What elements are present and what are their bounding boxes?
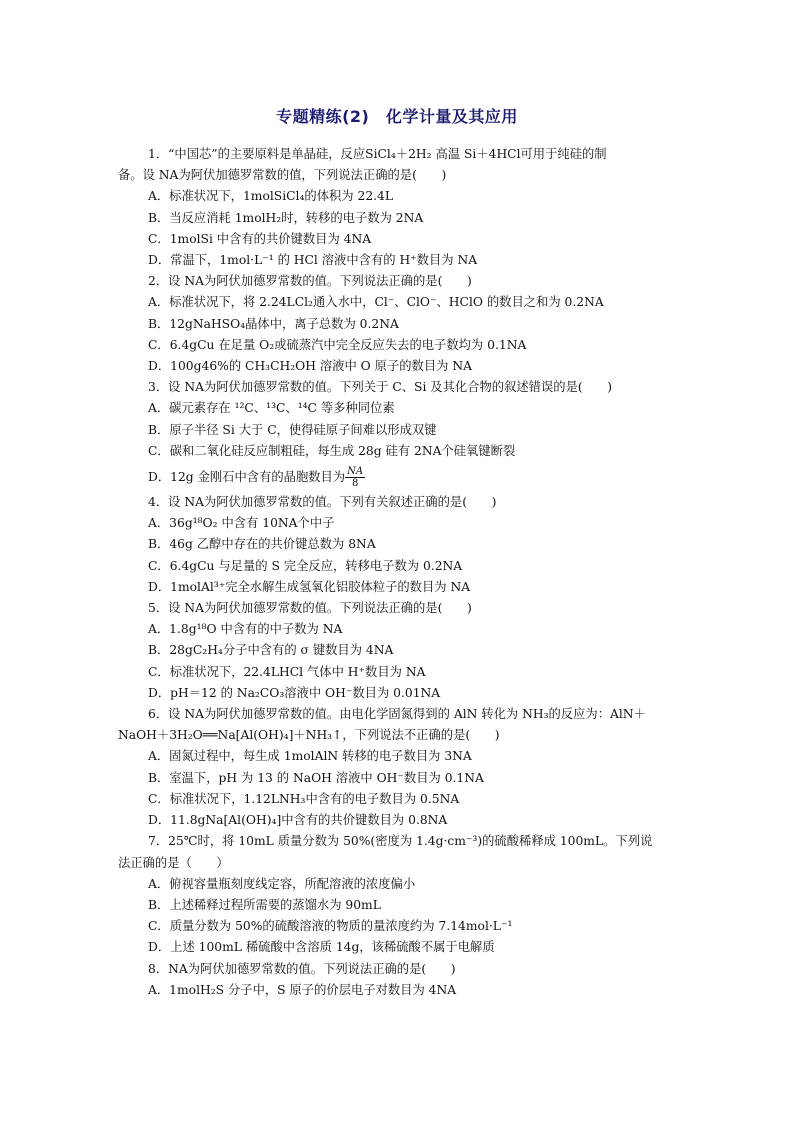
- question-3-option-d: [118, 462, 684, 492]
- question-6-option-d: D．11.8gNa[Al(OH)₄]中含有的共价键数目为 0.8NA: [148, 813, 448, 828]
- question-6-stem: 6．设 NA为阿伏加德罗常数的值。由电化学固氮得到的 AlN 转化为 NH₃的反应为：AlN＋: [148, 707, 646, 722]
- question-1-option-d: D．常温下，1mol·L⁻¹ 的 HCl 溶液中含有的 H⁺数目为 NA: [148, 253, 478, 268]
- question-7-option-d: D．上述 100mL 稀硫酸中含溶质 14g，该稀硫酸不属于电解质: [148, 940, 495, 955]
- question-6-option-b: B．室温下，pH 为 13 的 NaOH 溶液中 OH⁻数目为 0.1NA: [148, 770, 484, 785]
- question-7-stem: 7．25℃时，将 10mL 质量分数为 50%(密度为 1.4g·cm⁻³)的硫酸稀释成 100mL。下列说: [148, 834, 653, 849]
- question-5-stem: 5．设 NA为阿伏加德罗常数的值。下列说法正确的是( ): [148, 601, 472, 616]
- question-7-option-b: B．上述稀释过程所需要的蒸馏水为 90mL: [148, 897, 381, 912]
- question-8-stem: 8．NA为阿伏加德罗常数的值。下列说法正确的是( ): [148, 961, 456, 976]
- question-5-option-b: B．28gC₂H₄分子中含有的 σ 键数目为 4NA: [148, 643, 394, 658]
- question-5-option-c: C．标准状况下，22.4LHCl 气体中 H⁺数目为 NA: [148, 664, 426, 679]
- question-4-option-b: B．46g 乙醇中存在的共价键总数为 8NA: [148, 537, 376, 552]
- question-4-option-a: A．36g¹⁸O₂ 中含有 10NA个中子: [148, 516, 335, 531]
- page-title: 专题精练(2) 化学计量及其应用: [276, 107, 518, 126]
- question-6-option-a: A．固氮过程中，每生成 1molAlN 转移的电子数目为 3NA: [148, 749, 472, 764]
- question-1-option-b: B．当反应消耗 1molH₂时，转移的电子数为 2NA: [148, 210, 424, 225]
- question-3-option-c: C．碳和二氧化硅反应制粗硅，每生成 28g 硅有 2NA个硅氧键断裂: [148, 443, 516, 458]
- question-6-stem-cont: NaOH＋3H₂O══Na[Al(OH)₄]＋NH₃↑，下列说法不正确的是( ): [118, 728, 500, 743]
- question-2-option-b: B．12gNaHSO₄晶体中，离子总数为 0.2NA: [148, 316, 399, 331]
- fraction: [345, 466, 365, 489]
- question-6-option-c: C．标准状况下，1.12LNH₃中含有的电子数目为 0.5NA: [148, 791, 460, 806]
- question-4-option-d: D．1molAl³⁺完全水解生成氢氧化铝胶体粒子的数目为 NA: [148, 579, 471, 594]
- question-2-option-c: C．6.4gCu 在足量 O₂或硫蒸汽中完全反应失去的电子数均为 0.1NA: [148, 337, 527, 352]
- question-1-stem: 1．“中国芯”的主要原料是单晶硅，反应SiCl₄＋2H₂ 高温 Si＋4HCl可用于纯硅的制: [148, 147, 607, 161]
- question-2-stem: 2．设 NA为阿伏加德罗常数的值。下列说法正确的是( ): [148, 274, 472, 289]
- question-1-stem-cont: 备。设 NA为阿伏加德罗常数的值，下列说法正确的是( ): [118, 168, 447, 183]
- question-3-option-d-text: D．12g 金刚石中含有的晶胞数目为: [148, 470, 346, 485]
- question-1-option-c: C．1molSi 中含有的共价键数目为 4NA: [148, 231, 372, 246]
- fraction-denominator: 8: [351, 478, 359, 490]
- question-2-option-a: A．标准状况下，将 2.24LCl₂通入水中，Cl⁻、ClO⁻、HClO 的数目之和为 0.2NA: [148, 295, 604, 310]
- question-7-stem-cont: 法正确的是（ ）: [118, 855, 229, 870]
- question-5-option-a: A．1.8g¹⁸O 中含有的中子数为 NA: [148, 622, 343, 637]
- question-1-option-a: A．标准状况下，1molSiCl₄的体积为 22.4L: [148, 189, 394, 204]
- question-2-option-d: D．100g46%的 CH₃CH₂OH 溶液中 O 原子的数目为 NA: [148, 359, 472, 374]
- question-4-stem: 4．设 NA为阿伏加德罗常数的值。下列有关叙述正确的是( ): [148, 495, 497, 510]
- fraction-numerator: NA: [347, 466, 364, 478]
- question-5-option-d: D．pH＝12 的 Na₂CO₃溶液中 OH⁻数目为 0.01NA: [148, 685, 441, 700]
- question-3-option-a: A．碳元素存在 ¹²C、¹³C、¹⁴C 等多种同位素: [148, 401, 395, 416]
- question-list: [118, 144, 684, 1001]
- question-8-option-a: A．1molH₂S 分子中，S 原子的价层电子对数目为 4NA: [148, 982, 457, 997]
- question-7-option-a: A．俯视容量瓶刻度线定容，所配溶液的浓度偏小: [148, 876, 416, 891]
- question-3-option-b: B．原子半径 Si 大于 C，使得硅原子间难以形成双键: [148, 422, 437, 437]
- question-3-stem: 3．设 NA为阿伏加德罗常数的值。下列关于 C、Si 及其化合物的叙述错误的是( ): [148, 380, 613, 395]
- question-4-option-c: C．6.4gCu 与足量的 S 完全反应，转移电子数为 0.2NA: [148, 558, 463, 573]
- question-7-option-c: C．质量分数为 50%的硫酸溶液的物质的量浓度约为 7.14mol·L⁻¹: [148, 919, 513, 934]
